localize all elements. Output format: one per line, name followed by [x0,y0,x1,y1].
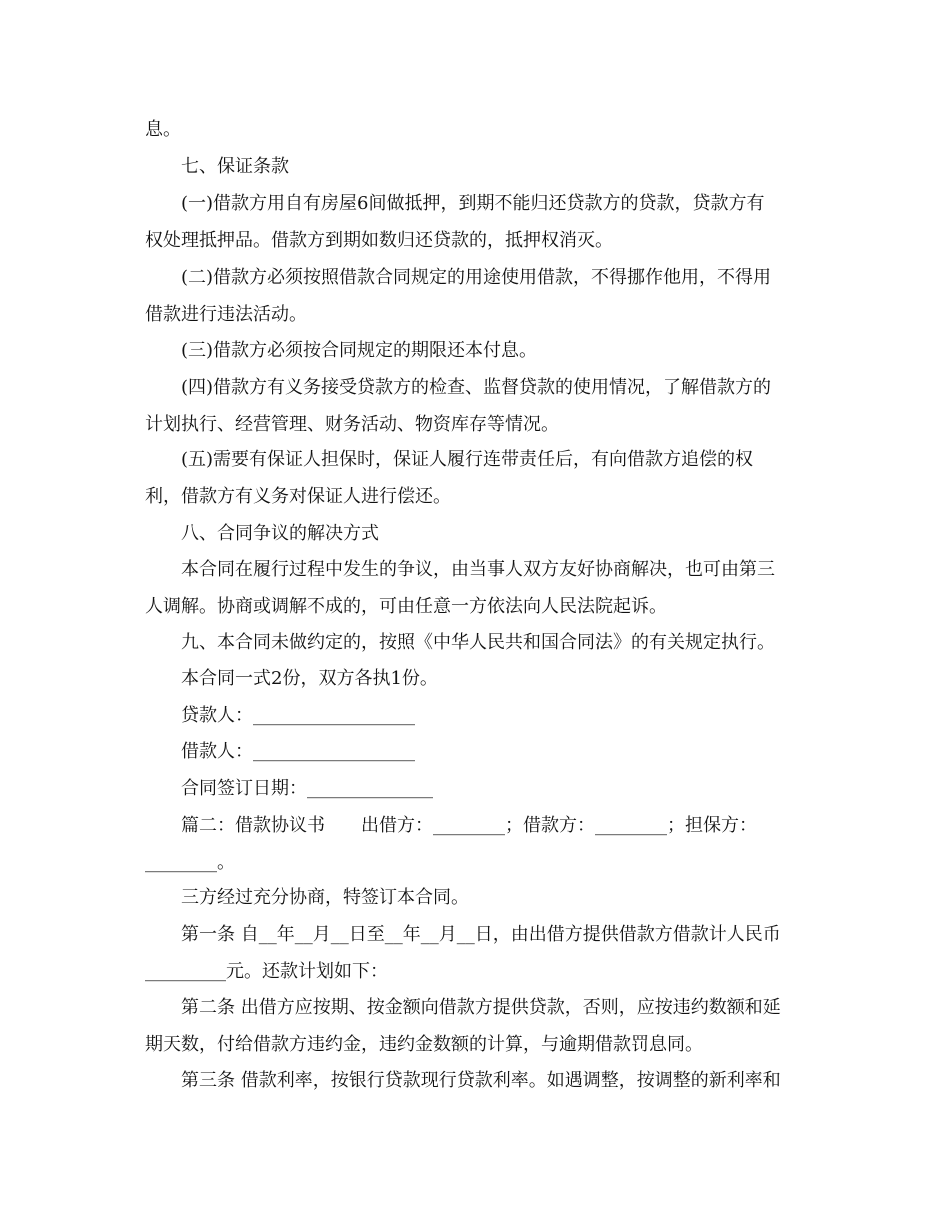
text-line: 权处理抵押品。借款方到期如数归还贷款的，抵押权消灭。 [145,229,613,251]
text-line: 本合同一式2份，双方各执1份。 [181,668,438,689]
text-line: 第三条 借款利率，按银行贷款现行贷款利率。如遇调整，按调整的新利率和 [181,1070,781,1091]
clause-2 [145,260,805,333]
text-line: 本合同在履行过程中发生的争议，由当事人双方友好协商解决，也可由第三 [181,559,775,580]
signing-date-line [145,771,805,808]
text-line: 篇二：借款协议书 出借方：________；借款方：________；担保方： [181,815,757,836]
section-heading-7 [145,149,805,186]
text-line: 计划执行、经营管理、财务活动、物资库存等情况。 [145,413,559,435]
text-line: _________元。还款计划如下： [145,960,388,982]
clause-4 [145,370,805,443]
text-line: 九、本合同未做约定的，按照《中华人民共和国合同法》的有关规定执行。 [181,632,775,653]
text-line: 八、合同争议的解决方式 [181,523,379,544]
text-line: 第一条 自__年__月__日至__年__月__日，由出借方提供借款方借款计人民币 [181,924,781,945]
agreement-intro [145,880,805,917]
text-line: (四)借款方有义务接受贷款方的检查、监督贷款的使用情况，了解借款方的 [181,377,772,398]
text-line: 合同签订日期：______________ [181,778,433,799]
text-line: 借款人：__________________ [181,741,415,762]
text-line: 人调解。协商或调解不成的，可由任意一方依法向人民法院起诉。 [145,595,667,617]
article-3 [145,1063,805,1100]
text-line: 三方经过充分协商，特签订本合同。 [181,887,469,908]
text-line: 息。 [145,119,181,140]
text-line: 七、保证条款 [181,156,289,177]
part-two-heading [145,808,805,881]
section-heading-8 [145,516,805,553]
text-line: 贷款人：__________________ [181,705,415,726]
copies-statement [145,661,805,698]
text-line: (五)需要有保证人担保时，保证人履行连带责任后，有向借款方追偿的权 [181,449,754,470]
borrower-signature-line [145,734,805,771]
text-line: ________。 [145,851,235,873]
article-2 [145,990,805,1063]
section-heading-9 [145,625,805,662]
text-line: (一)借款方用自有房屋6间做抵押，到期不能归还贷款方的贷款，贷款方有 [181,193,765,214]
lender-signature-line [145,698,805,735]
text-line: 借款进行违法活动。 [145,303,307,325]
clause-3 [145,333,805,370]
text-line: (二)借款方必须按照借款合同规定的用途使用借款，不得挪作他用，不得用 [181,267,772,288]
text-line: (三)借款方必须按合同规定的期限还本付息。 [181,340,538,361]
dispute-resolution-text [145,552,805,625]
text-line: 利，借款方有义务对保证人进行偿还。 [145,485,451,507]
clause-5 [145,442,805,515]
paragraph-continuation [145,112,805,149]
text-line: 期天数，付给借款方违约金，违约金数额的计算，与逾期借款罚息同。 [145,1033,703,1055]
clause-1 [145,186,805,259]
article-1 [145,917,805,990]
text-line: 第二条 出借方应按期、按金额向借款方提供贷款，否则，应按违约数额和延 [181,997,781,1018]
